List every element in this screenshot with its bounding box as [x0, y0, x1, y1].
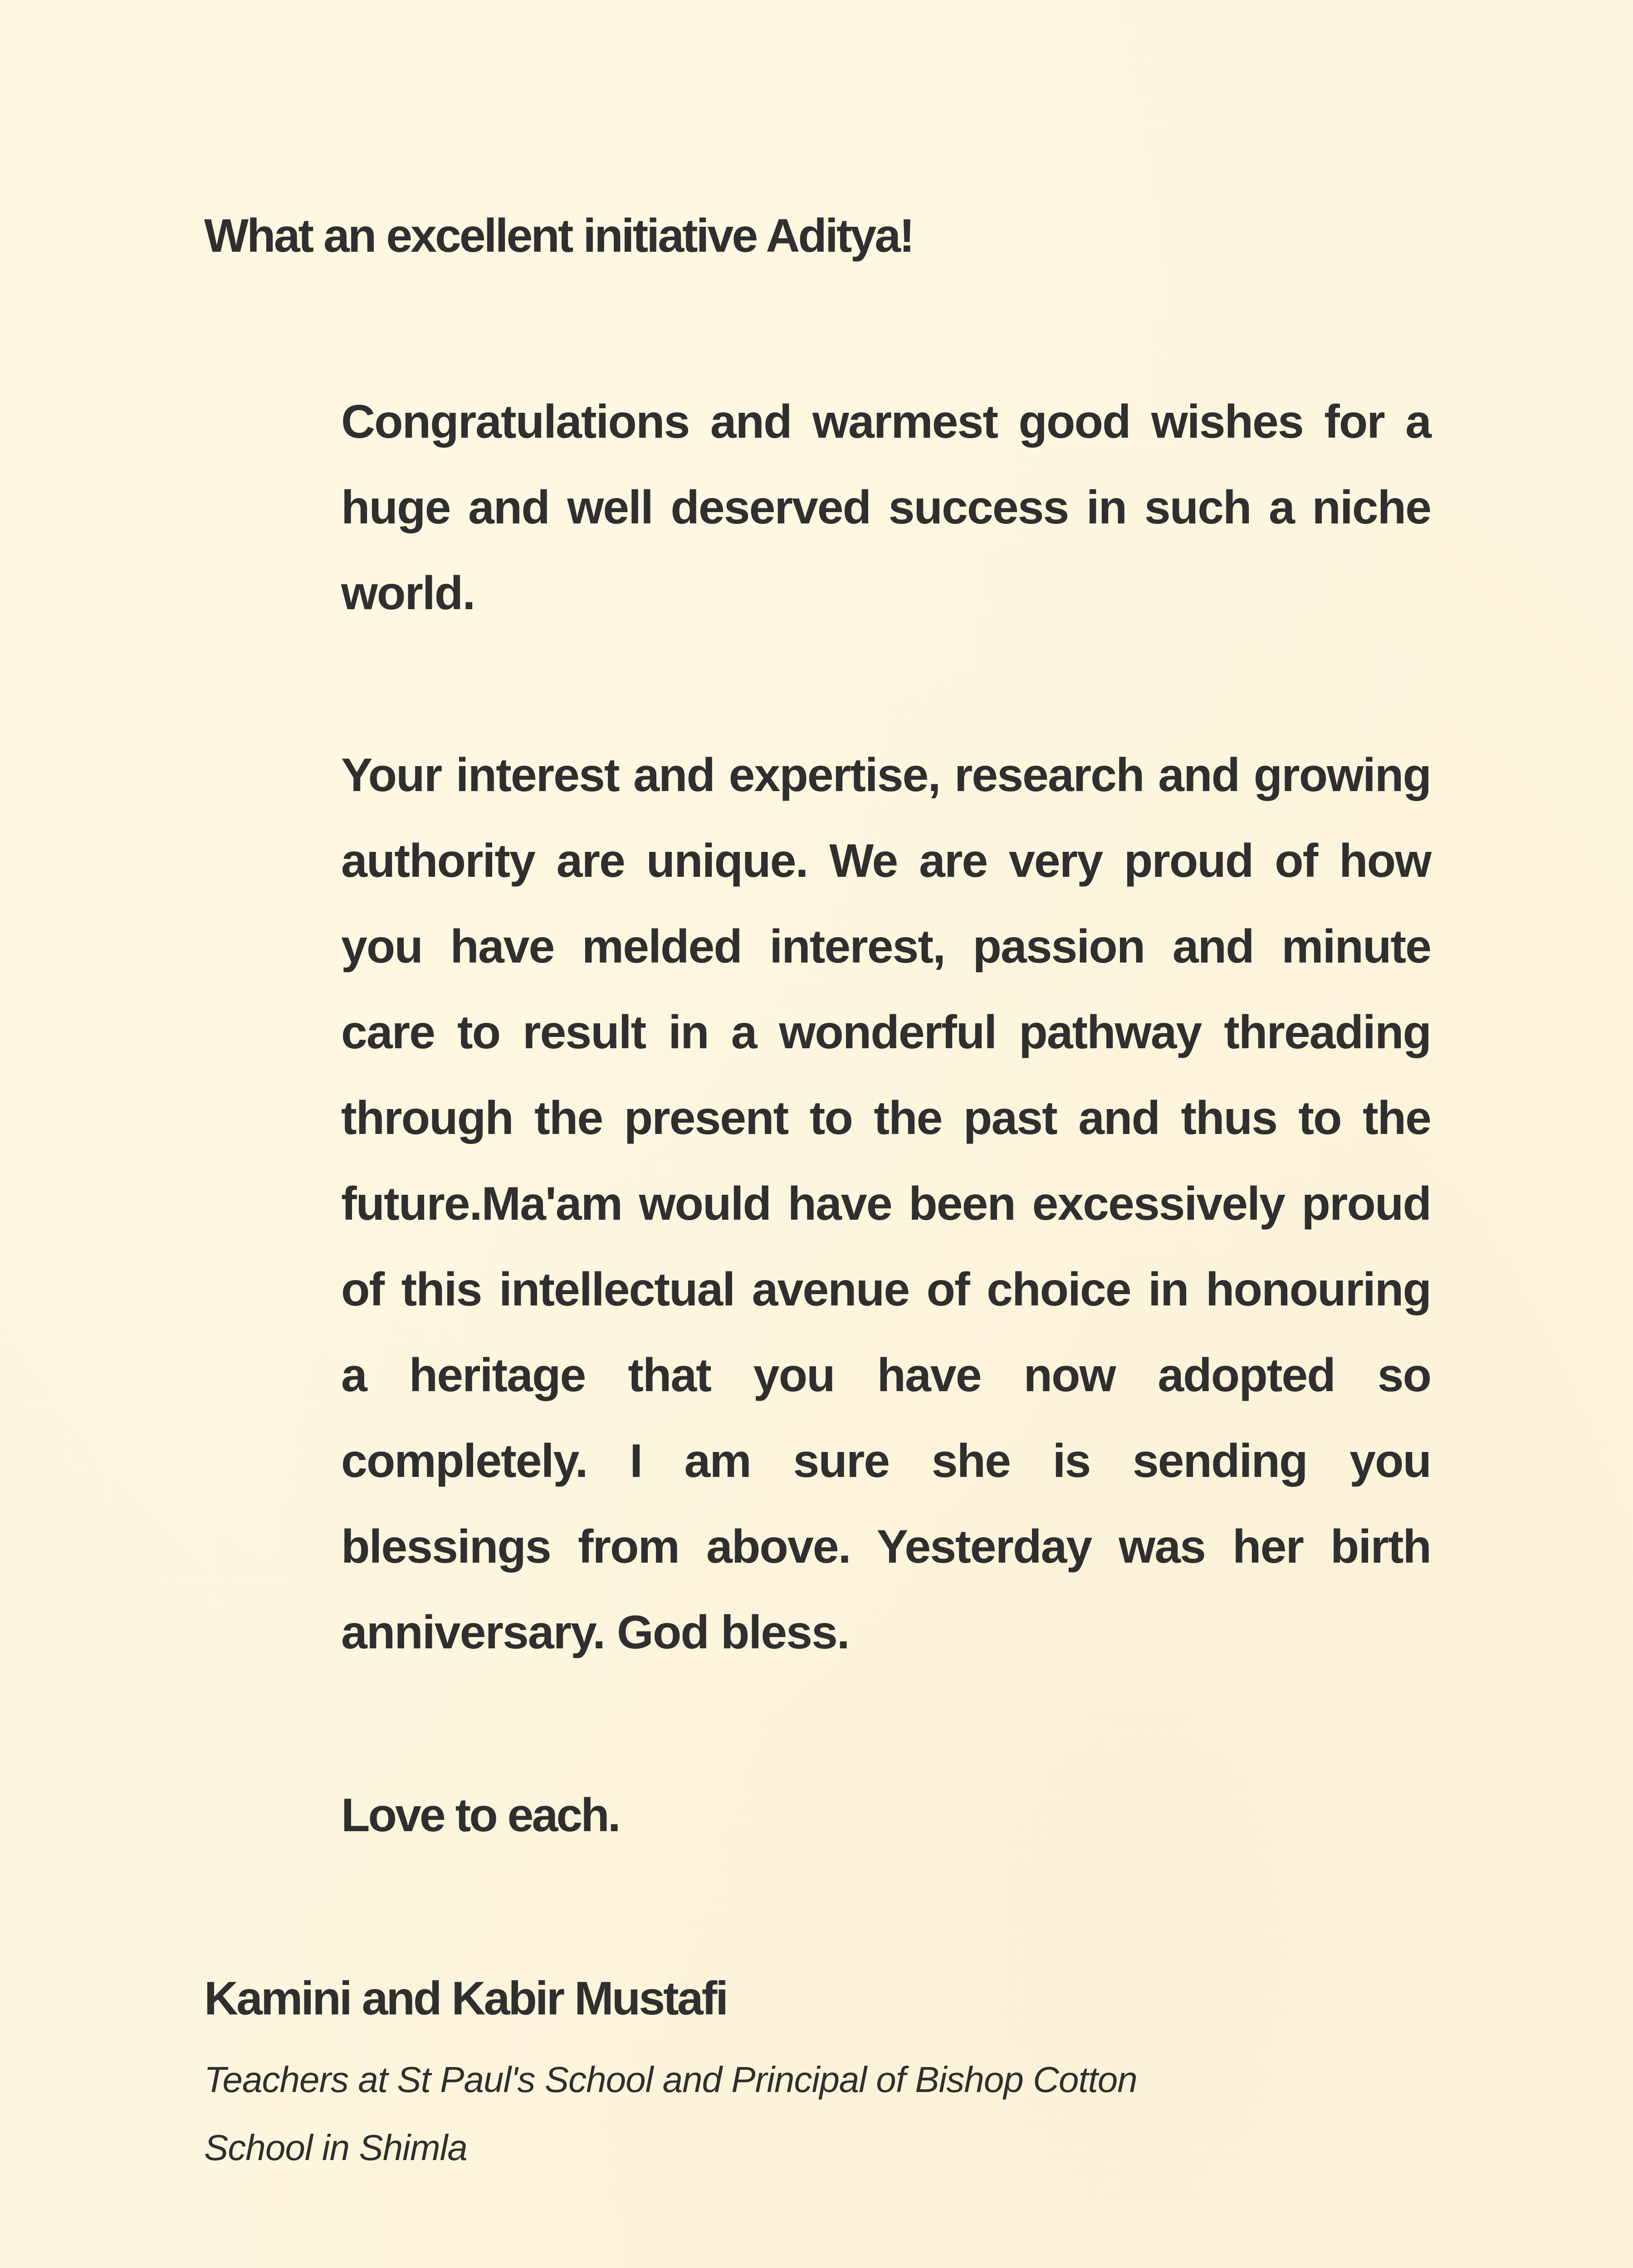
- letter-closing: Love to each.: [341, 1789, 619, 1842]
- signature-name: Kamini and Kabir Mustafi: [204, 1972, 727, 2025]
- letter-paragraph-appreciation: Your interest and expertise, research and growing authority are unique. We are very proud of how you have melded interest, passion and minute care to result in a wonderful pathway threading through the present to the past and thus to the future.Ma'am would have been excessively proud of this intellectual avenue of choice in honouring a heritage that you have now adopted so completely. I am sure she is sending you blessings from above. Yesterday was her birth anniversary. God bless.: [341, 749, 1431, 1659]
- letter-paragraph-congratulations: Congratulations and warmest good wishes for a huge and well deserved success in such a niche world.: [341, 396, 1431, 620]
- signature-title: Teachers at St Paul's School and Principal of Bishop Cotton School in Shimla: [204, 2059, 1137, 2168]
- letter-greeting: What an excellent initiative Aditya!: [204, 210, 913, 262]
